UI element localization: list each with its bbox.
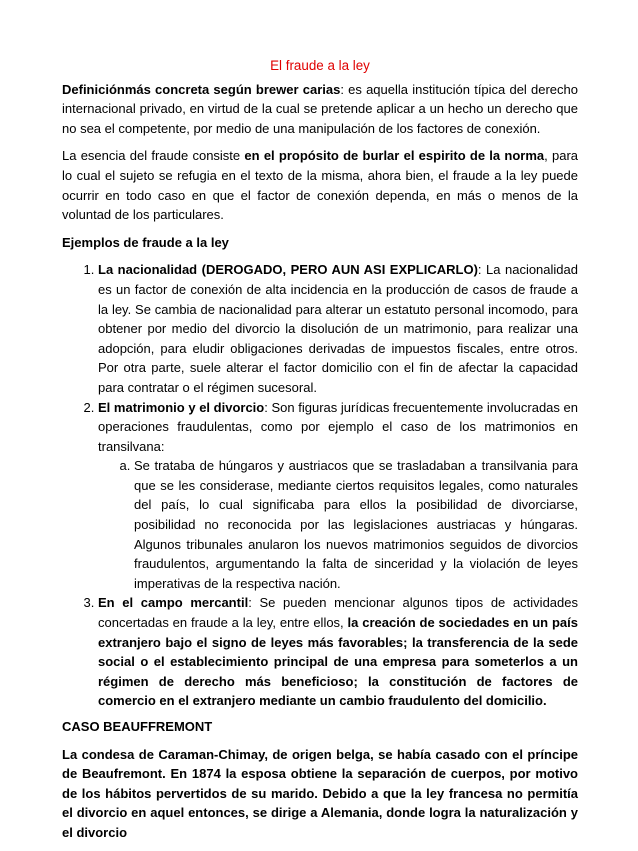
example-item-nationality [98, 260, 578, 397]
examples-heading: Ejemplos de fraude a la ley [62, 234, 229, 250]
sub-list [98, 456, 578, 593]
definition-text: : es aquella institución típica del derecho internacional privado, en virtud de la cual se pretende aplicar a un hecho un derecho que no sea el competente, por medio de una manipulación de los factores de conexión. [62, 81, 578, 136]
document-page [62, 56, 578, 851]
case-heading: CASO BEAUFFREMONT [62, 719, 213, 734]
case-paragraph: La condesa de Caraman-Chimay, de origen belga, se había casado con el príncipe de Beaufremont. En 1874 la esposa obtiene la separación de cuerpos, por motivo de los hábitos pervertidos de su marido. Debido a que la ley francesa no permitía el divorcio en aquel entonces, se dirige a Alemania, donde logra la naturalización y el divorcio [62, 746, 578, 840]
document-title: El fraude a la ley [270, 58, 370, 73]
essence-paragraph [62, 146, 578, 224]
example-bold-tail: la creación de sociedades en un país extranjero bajo el signo de leyes más favorables; la transferencia de la sede social o el establecimiento principal de una empresa para someterlos a un régimen de derecho más beneficioso; la constitución de factores de comercio en el extranjero mediante un cambio fraudulento del domicilio. [98, 615, 578, 709]
example-text: : La nacionalidad es un factor de conexión de alta incidencia en la producción de casos de fraude a la ley. Se cambia de nacionalidad para alterar un estatuto personal incomodo, para obtener por medio del divorcio la disolución de un matrimonio, para realizar una adopción, para eludir obligaciones derivadas de impuestos fiscales, entre otros. Por otra parte, suele alterar el factor domicilio con el fin de afectar la capacidad para contratar o el régimen sucesoral. [98, 262, 578, 395]
definition-paragraph [62, 80, 578, 139]
example-item-marriage [98, 398, 578, 594]
example-text: : Se pueden mencionar algunos tipos de actividades concertadas en fraude a la ley, entre ellos, [98, 595, 578, 631]
example-lead: La nacionalidad (DEROGADO, PERO AUN ASI EXPLICARLO) [98, 262, 478, 278]
example-lead: En el campo mercantil [98, 595, 249, 611]
example-text: : Son figuras jurídicas frecuentemente involucradas en operaciones fraudulentas, como por ejemplo el caso de los matrimonios en transilvana: [98, 399, 578, 454]
essence-rest: , para lo cual el sujeto se refugia en el texto de la misma, ahora bien, el fraude a la ley puede ocurrir en todo caso en que el factor de conexión dependa, en más o menos de la voluntad de los particulares. [62, 148, 579, 223]
essence-start: La esencia del fraude consiste [62, 148, 245, 164]
definition-lead: Definiciónmás concreta según brewer carias [62, 81, 341, 97]
example-item-mercantile [98, 593, 578, 711]
example-lead: El matrimonio y el divorcio [98, 399, 265, 415]
examples-list [62, 260, 578, 711]
sub-item-transilvania: a. Se trataba de húngaros y austriacos que se trasladaban a transilvania para que se les considerase, mediante ciertos requisitos legales, como naturales del país, lo cual significaba para ellos la posibilidad de divorciarse, posibilidad no reconocida por las legislaciones austriacas y húngaras. Algunos tribunales anularon los nuevos matrimonios seguidos de divorcios fraudulentos, argumentando la falta de sinceridad y la violación de leyes imperativas de la respectiva nación. [134, 456, 578, 593]
essence-bold: en el propósito de burlar el espirito de la norma [244, 148, 545, 164]
